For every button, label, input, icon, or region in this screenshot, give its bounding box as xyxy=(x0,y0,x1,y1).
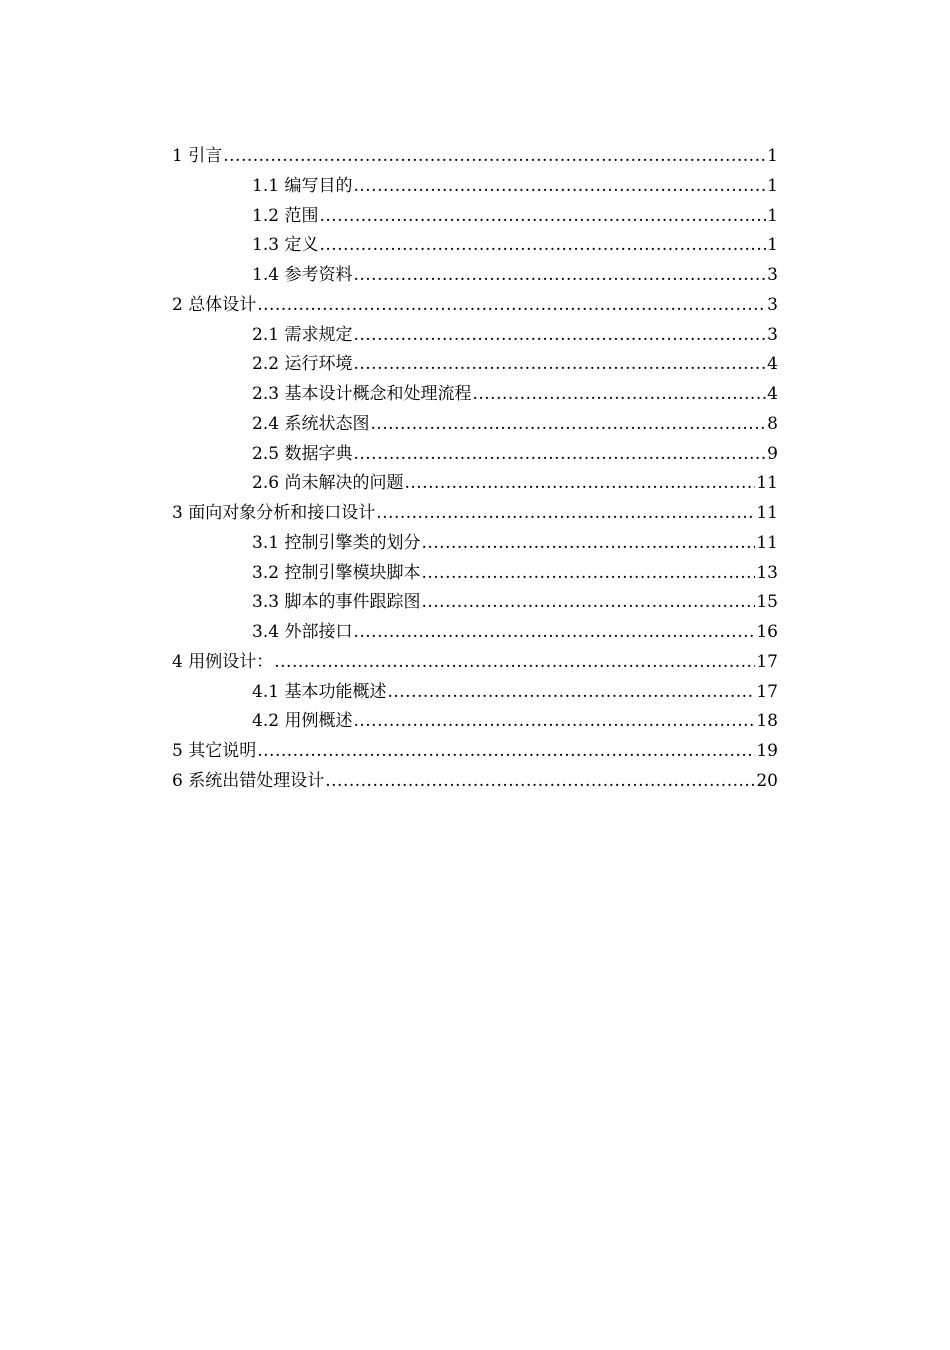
toc-entry-title: 4 用例设计： xyxy=(172,651,274,672)
toc-dot-leader xyxy=(421,529,755,559)
toc-entry-title: 2.2 运行环境 xyxy=(252,354,353,375)
toc-dot-leader xyxy=(274,648,755,678)
toc-entry[interactable] xyxy=(172,231,778,261)
toc-entry-page-number: 3 xyxy=(767,294,778,315)
toc-entry-page-number: 19 xyxy=(756,741,778,761)
toc-dot-leader xyxy=(376,499,755,529)
toc-entry-title: 2.1 需求规定 xyxy=(252,324,353,345)
toc-dot-leader xyxy=(472,380,766,410)
toc-entry[interactable] xyxy=(172,261,778,291)
toc-entry[interactable] xyxy=(172,291,778,321)
toc-entry-page-number: 4 xyxy=(767,354,778,375)
table-of-contents xyxy=(172,142,778,797)
toc-dot-leader xyxy=(353,440,766,470)
toc-entry-page-number: 1 xyxy=(767,175,778,196)
toc-entry-title: 3.3 脚本的事件跟踪图 xyxy=(252,592,421,613)
toc-entry-page-number: 1 xyxy=(767,235,778,256)
toc-dot-leader xyxy=(353,618,755,648)
toc-entry-title: 5 其它说明 xyxy=(172,741,257,761)
toc-entry[interactable] xyxy=(172,529,778,559)
toc-entry-title: 3.1 控制引擎类的划分 xyxy=(252,532,421,553)
toc-entry-page-number: 1 xyxy=(767,146,778,166)
toc-dot-leader xyxy=(257,737,755,767)
toc-entry-page-number: 17 xyxy=(756,651,778,672)
toc-entry-page-number: 11 xyxy=(756,473,778,494)
toc-entry-title: 3 面向对象分析和接口设计 xyxy=(172,503,376,523)
toc-entry[interactable] xyxy=(172,440,778,470)
toc-dot-leader xyxy=(421,559,755,589)
toc-dot-leader xyxy=(404,469,755,499)
toc-dot-leader xyxy=(370,410,766,440)
toc-dot-leader xyxy=(353,350,766,380)
toc-dot-leader xyxy=(319,202,766,232)
toc-entry[interactable] xyxy=(172,618,778,648)
toc-entry-page-number: 11 xyxy=(756,503,778,523)
toc-entry-page-number: 20 xyxy=(756,770,778,791)
toc-entry-title: 4.2 用例概述 xyxy=(252,711,353,732)
toc-entry[interactable] xyxy=(172,172,778,202)
toc-entry[interactable] xyxy=(172,202,778,232)
toc-entry-title: 1.3 定义 xyxy=(252,235,319,256)
toc-entry-page-number: 1 xyxy=(767,205,778,226)
toc-dot-leader xyxy=(257,291,766,321)
toc-dot-leader xyxy=(353,707,755,737)
toc-entry-page-number: 11 xyxy=(756,532,778,553)
toc-entry[interactable] xyxy=(172,410,778,440)
toc-entry[interactable] xyxy=(172,707,778,737)
toc-entry-title: 4.1 基本功能概述 xyxy=(252,681,387,702)
toc-entry[interactable] xyxy=(172,648,778,678)
toc-entry-title: 2.6 尚未解决的问题 xyxy=(252,473,404,494)
toc-entry[interactable] xyxy=(172,142,778,172)
toc-dot-leader xyxy=(319,231,766,261)
toc-entry-title: 2 总体设计 xyxy=(172,294,257,315)
toc-dot-leader xyxy=(421,588,755,618)
toc-entry[interactable] xyxy=(172,678,778,708)
toc-entry[interactable] xyxy=(172,767,778,797)
toc-entry-title: 3.4 外部接口 xyxy=(252,622,353,642)
toc-entry-page-number: 18 xyxy=(756,711,778,732)
toc-entry-page-number: 9 xyxy=(767,443,778,464)
toc-entry-title: 2.4 系统状态图 xyxy=(252,413,370,434)
toc-entry-page-number: 15 xyxy=(756,592,778,613)
toc-entry-title: 6 系统出错处理设计 xyxy=(172,770,325,791)
toc-entry-title: 2.5 数据字典 xyxy=(252,443,353,464)
toc-entry-page-number: 3 xyxy=(767,324,778,345)
toc-entry[interactable] xyxy=(172,588,778,618)
toc-dot-leader xyxy=(353,321,766,351)
toc-dot-leader xyxy=(325,767,755,797)
toc-entry-title: 1.1 编写目的 xyxy=(252,175,353,196)
toc-entry-page-number: 17 xyxy=(756,681,778,702)
toc-entry-page-number: 13 xyxy=(756,562,778,583)
toc-dot-leader xyxy=(387,678,755,708)
toc-entry[interactable] xyxy=(172,321,778,351)
toc-entry-page-number: 4 xyxy=(767,384,778,404)
toc-dot-leader xyxy=(353,261,766,291)
toc-entry-title: 3.2 控制引擎模块脚本 xyxy=(252,562,421,583)
toc-entry[interactable] xyxy=(172,559,778,589)
toc-entry-title: 1 引言 xyxy=(172,146,223,166)
toc-entry-page-number: 16 xyxy=(756,622,778,642)
toc-entry[interactable] xyxy=(172,499,778,529)
toc-entry[interactable] xyxy=(172,469,778,499)
toc-dot-leader xyxy=(353,172,766,202)
toc-entry-title: 2.3 基本设计概念和处理流程 xyxy=(252,384,472,404)
toc-entry[interactable] xyxy=(172,380,778,410)
toc-entry[interactable] xyxy=(172,737,778,767)
toc-entry-page-number: 3 xyxy=(767,265,778,285)
toc-entry-title: 1.2 范围 xyxy=(252,205,319,226)
toc-entry[interactable] xyxy=(172,350,778,380)
toc-dot-leader xyxy=(223,142,766,172)
toc-entry-page-number: 8 xyxy=(767,413,778,434)
toc-entry-title: 1.4 参考资料 xyxy=(252,265,353,285)
